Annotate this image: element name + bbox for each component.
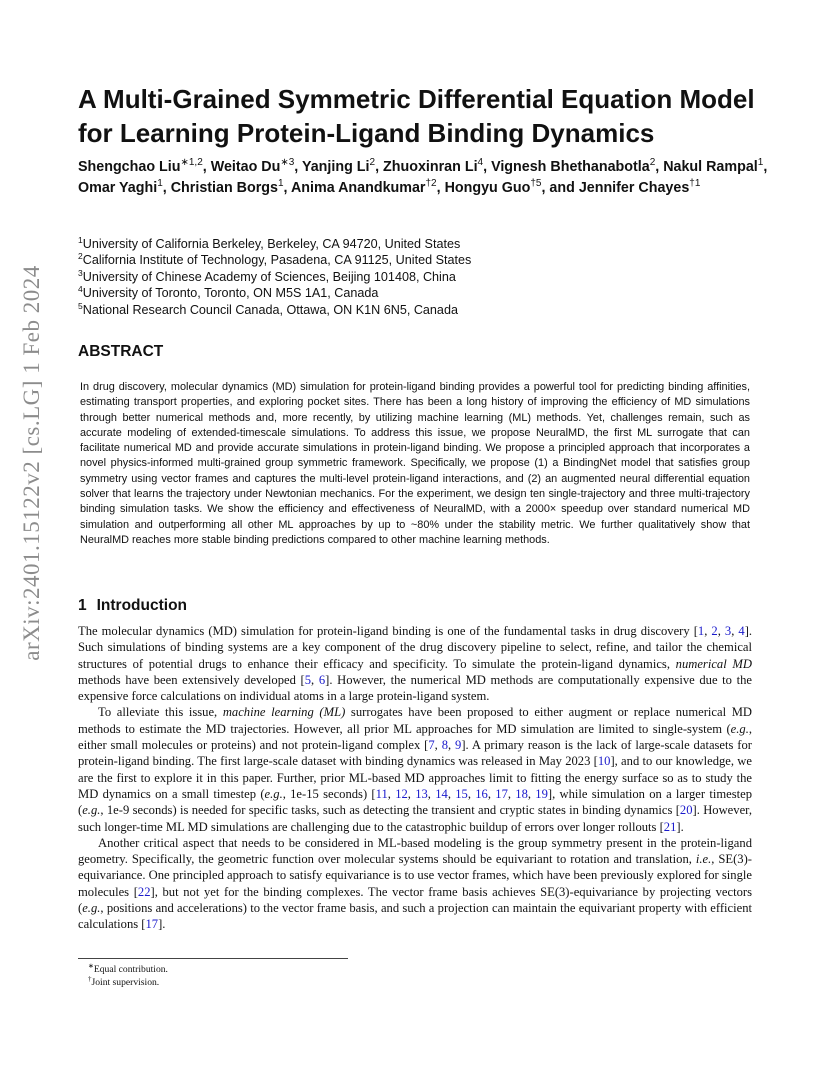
text-run: The molecular dynamics (MD) simulation for protein-ligand binding is one of the fundamental tasks in drug discovery [ <box>78 624 698 638</box>
author-name: Zhuoxinran Li <box>383 159 478 175</box>
citation-link[interactable]: 1 <box>697 624 705 638</box>
citation-link[interactable]: 2 <box>711 624 718 638</box>
author-separator: , <box>162 180 171 196</box>
author-name: Anima Anandkumar <box>290 180 426 196</box>
text-run: , <box>447 786 456 801</box>
author-name: Vignesh Bhethanabotla <box>491 159 650 175</box>
body-paragraph <box>78 835 752 933</box>
author-affiliation-marker: 2 <box>649 157 656 169</box>
author-name: Shengchao Liu <box>78 159 181 175</box>
emphasis-text: machine learning (ML) <box>222 705 346 720</box>
author-affiliation-marker: †5 <box>530 178 542 190</box>
author-affiliation-marker: 1 <box>757 157 764 169</box>
affiliation-line <box>78 269 778 285</box>
affiliation-text: University of California Berkeley, Berkeley, CA 94720, United States <box>82 237 461 251</box>
text-run: Another critical aspect that needs to be considered in ML-based modeling is the group symmetry present in the protein-ligand geometry. Specifically, the geometric function over molecular systems should be equivariant to rotation and translation, <box>78 835 752 867</box>
text-run: , SE(3)-equivariance. One principled approach to satisfy equivariance is to use vector frames, which have been previously explored for single molecules [ <box>78 852 752 899</box>
affiliation-line <box>78 252 778 268</box>
author-separator: , <box>375 159 384 175</box>
text-run: ], while simulation on a larger timestep ( <box>78 786 753 818</box>
footnote-text: Equal contribution. <box>93 964 168 975</box>
text-run: , <box>434 738 442 753</box>
affiliation-text: University of Toronto, Toronto, ON M5S 1A1, Canada <box>82 286 379 301</box>
citation-link[interactable]: 20 <box>679 803 693 818</box>
citation-link[interactable]: 18 <box>515 786 528 801</box>
footnote-divider <box>78 958 348 959</box>
text-run: , <box>387 786 396 801</box>
citation-link[interactable]: 15 <box>455 786 468 801</box>
affiliation-line <box>78 236 778 252</box>
text-run: ]. <box>158 917 166 932</box>
author-name: Nakul Rampal <box>663 159 758 175</box>
text-run: ], but not yet for the binding complexes. The vector frame basis achieves SE(3)-equivariance by projecting vectors ( <box>78 884 752 916</box>
citation-link[interactable]: 4 <box>738 624 745 638</box>
text-run: , <box>704 624 712 638</box>
author-affiliation-marker: ∗3 <box>280 157 295 169</box>
affiliation-marker: 1 <box>78 234 83 245</box>
author-name: Weitao Du <box>210 159 281 175</box>
citation-link[interactable]: 21 <box>663 819 677 834</box>
citation-link[interactable]: 7 <box>428 738 435 753</box>
text-run: , <box>717 624 725 638</box>
text-run: ]. A primary reason is the lack of large-scale datasets for protein-ligand binding. The first large-scale dataset with binding dynamics was released in May 2023 [ <box>78 738 752 769</box>
abstract-heading: ABSTRACT <box>78 343 164 360</box>
affiliation-text: National Research Council Canada, Ottawa, ON K1N 6N5, Canada <box>82 302 458 317</box>
body-paragraph <box>78 704 752 834</box>
author-name: Christian Borgs <box>170 180 278 196</box>
author-affiliation-marker: 1 <box>277 178 284 190</box>
text-run: , 1e-9 seconds) is needed for specific tasks, such as detecting the transient and cryptic states in binding dynamics [ <box>100 803 680 818</box>
text-run: , <box>527 786 536 801</box>
author-separator: , <box>202 159 211 175</box>
author-name: Yanjing Li <box>301 159 370 175</box>
footnote <box>88 963 488 976</box>
emphasis-text: e.g. <box>264 786 283 801</box>
citation-link[interactable]: 11 <box>375 786 388 801</box>
affiliation-marker: 5 <box>78 300 83 311</box>
author-separator: , <box>655 159 664 175</box>
text-run: surrogates have been proposed to either augment or replace numerical MD methods to estimate the MD trajectories. However, all prior ML approaches for MD simulation are limited to single-system ( <box>78 705 752 736</box>
affiliation-line <box>78 302 778 318</box>
affiliation-text: University of Chinese Academy of Sciences, Beijing 101408, China <box>82 269 456 284</box>
text-run: , <box>731 624 739 638</box>
footnote-list <box>88 963 488 989</box>
section-heading-introduction <box>78 597 187 615</box>
text-run: , <box>467 786 476 801</box>
author-affiliation-marker: 4 <box>477 157 484 169</box>
body-paragraph <box>78 623 752 704</box>
author-affiliation-marker: 2 <box>369 157 376 169</box>
citation-link[interactable]: 10 <box>597 754 611 769</box>
affiliation-list <box>78 236 778 318</box>
affiliation-marker: 4 <box>78 284 83 295</box>
text-run: methods have been extensively developed [ <box>78 672 305 687</box>
paper-title: A Multi-Grained Symmetric Differential Equation Model for Learning Protein-Ligand Binding Dynamics <box>78 84 755 148</box>
author-separator: , <box>763 159 768 175</box>
citation-link[interactable]: 3 <box>724 624 732 638</box>
citation-link[interactable]: 17 <box>495 786 508 801</box>
text-run: , <box>507 786 516 801</box>
citation-link[interactable]: 13 <box>415 786 428 801</box>
citation-link[interactable]: 6 <box>318 672 326 687</box>
text-run: , <box>407 786 416 801</box>
citation-link[interactable]: 19 <box>535 786 548 801</box>
author-list <box>78 157 778 199</box>
text-run: , <box>427 786 436 801</box>
citation-link[interactable]: 9 <box>455 738 462 753</box>
author-separator: , <box>294 159 302 175</box>
author-separator: , <box>436 180 445 196</box>
text-run: , <box>487 786 496 801</box>
citation-link[interactable]: 14 <box>435 786 448 801</box>
author-name: Jennifer Chayes <box>578 180 690 196</box>
citation-link[interactable]: 17 <box>145 917 159 932</box>
text-run: ]. However, such longer-time ML MD simulations are challenging due to the catastrophic buildup of errors over longer rollouts [ <box>78 803 752 834</box>
affiliation-marker: 2 <box>78 251 83 262</box>
author-name: Omar Yaghi <box>78 180 158 196</box>
section-number: 1 <box>78 597 87 614</box>
author-affiliation-marker: †1 <box>689 178 701 190</box>
emphasis-text: e.g. <box>730 721 749 736</box>
author-separator: , and <box>541 180 579 196</box>
author-affiliation-marker: 1 <box>157 178 163 190</box>
emphasis-text: e.g. <box>82 901 101 916</box>
affiliation-text: California Institute of Technology, Pasadena, CA 91125, United States <box>82 253 472 268</box>
author-separator: , <box>283 180 291 196</box>
section-title: Introduction <box>96 597 188 614</box>
author-separator: , <box>483 159 492 175</box>
affiliation-line <box>78 285 778 301</box>
text-run: ]. <box>676 819 684 834</box>
footnote-marker: † <box>88 974 92 983</box>
citation-link[interactable]: 5 <box>304 672 312 687</box>
footnote-marker: ∗ <box>88 961 94 970</box>
author-name: Hongyu Guo <box>444 180 531 196</box>
citation-link[interactable]: 12 <box>395 786 408 801</box>
text-run: , <box>447 738 456 753</box>
author-affiliation-marker: †2 <box>425 178 437 190</box>
author-affiliation-marker: ∗1,2 <box>180 157 203 169</box>
affiliation-marker: 3 <box>78 267 83 278</box>
emphasis-text: i.e. <box>695 852 712 867</box>
arxiv-identifier-stamp: arXiv:2401.15122v2 [cs.LG] 1 Feb 2024 <box>19 265 44 661</box>
citation-link[interactable]: 22 <box>137 884 151 899</box>
emphasis-text: numerical MD <box>675 656 752 671</box>
text-run: To alleviate this issue, <box>98 705 223 720</box>
text-run: ], and to our knowledge, we are the first to explore it in this paper. Further, prior ML-based MD approaches limit to fitting the energy surface so as to study the MD dynamics on a small timestep ( <box>78 754 752 801</box>
footnote-text: Joint supervision. <box>91 977 160 988</box>
text-run: , 1e-15 seconds) [ <box>282 786 376 801</box>
text-run: , positions and accelerations) to the vector frame basis, and such a projection can maintain the equivariant property with efficient calculations [ <box>78 901 752 932</box>
text-run: , either small molecules or proteins) and not protein-ligand complex [ <box>78 721 752 753</box>
emphasis-text: e.g. <box>82 803 101 818</box>
abstract-text: In drug discovery, molecular dynamics (MD) simulation for protein-ligand binding provides a powerful tool for predicting binding affinities, estimating transport properties, and exploring pocket sites. There has been a long history of improving the efficiency of MD simulations through better numerical methods and, more recently, by utilizing machine learning (ML) methods. Yet, challenges remain, such as accurate modeling of extended-timescale simulations. To address this issue, we propose NeuralMD, the first ML surrogate that can facilitate numerical MD and provide accurate simulations in protein-ligand binding. We propose a principled approach that incorporates a novel physics-informed multi-grained group symmetric framework. Specifically, we propose (1) a BindingNet model that satisfies group symmetry using vector frames and captures the multi-level protein-ligand interactions, and (2) an augmented neural differential equation solver that learns the trajectory under Newtonian mechanics. For the experiment, we design ten single-trajectory and three multi-trajectory binding simulation tasks. We show the efficiency and effectiveness of NeuralMD, with a 2000× speedup over standard numerical MD simulation and outperforming all other ML approaches by up to ~80% under the stability metric. We further qualitatively show that NeuralMD reaches more stable binding predictions compared to other machine learning methods. <box>80 381 750 546</box>
introduction-body <box>78 623 752 933</box>
citation-link[interactable]: 8 <box>441 738 448 753</box>
citation-link[interactable]: 16 <box>475 786 488 801</box>
text-run: ]. However, the numerical MD methods are computationally expensive due to the expensive force calculations on individual atoms in a large protein-ligand system. <box>78 672 753 704</box>
footnote <box>88 976 488 989</box>
text-run: ]. Such simulations of binding systems are a key component of the drug discovery pipeline to select, refine, and tailor the chemical structures of potential drugs to enhance their efficacy and specificity. To simulate the protein-ligand dynamics, <box>78 624 753 671</box>
text-run: , <box>311 672 319 687</box>
